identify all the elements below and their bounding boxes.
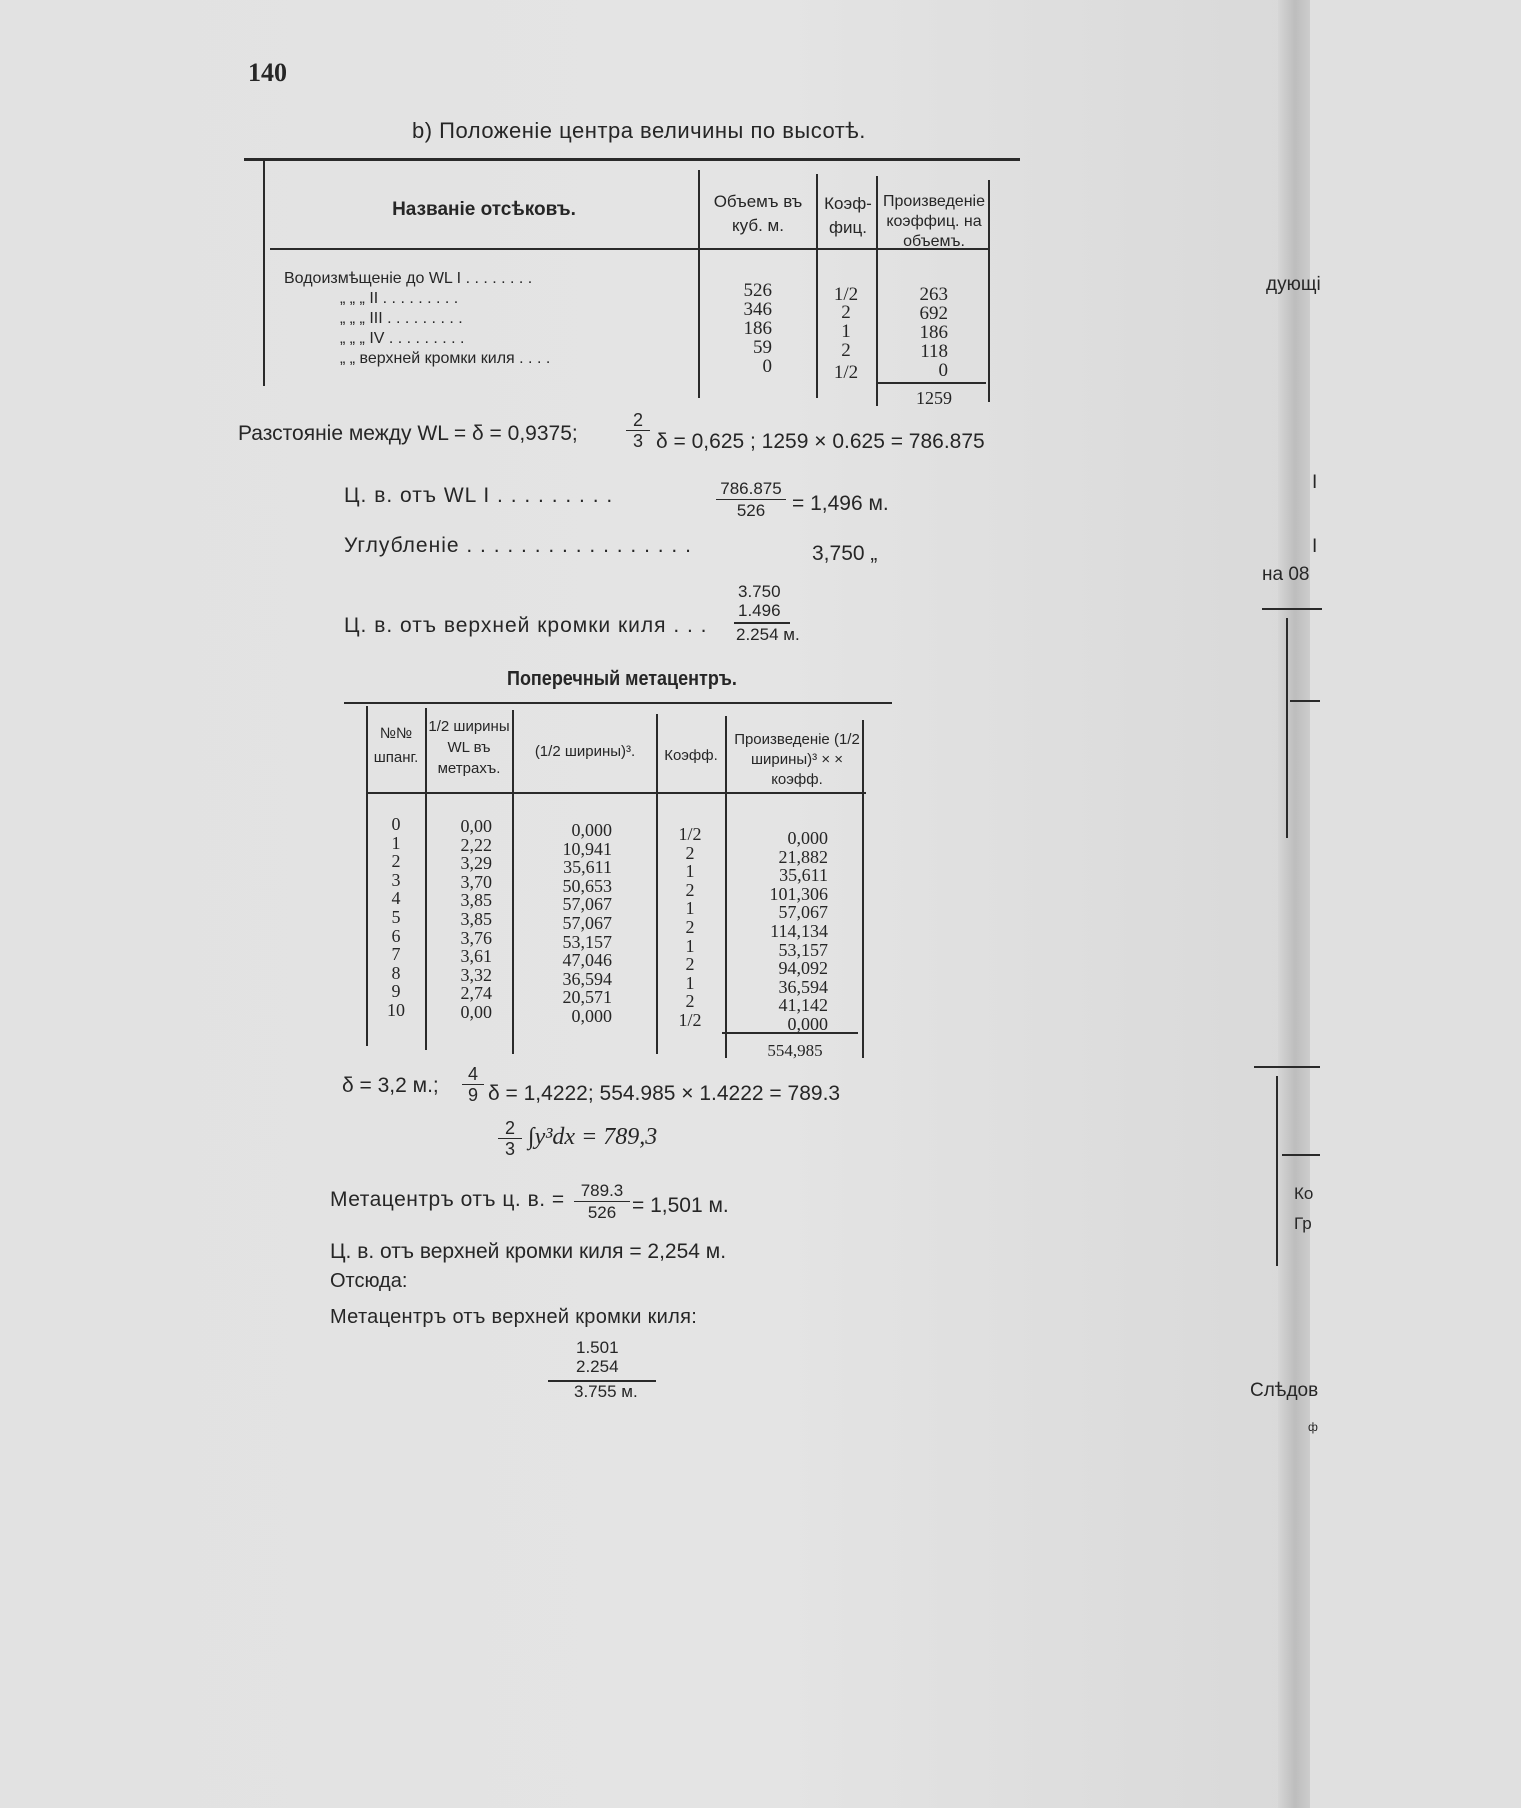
table2-cell-prod: 94,092 <box>778 958 828 979</box>
section-b-heading: b) Положеніе центра величины по высотѣ. <box>412 118 866 143</box>
table2-cell-half: 3,32 <box>460 964 492 985</box>
table2-cell-prod: 36,594 <box>778 976 828 997</box>
table2-cell-cube: 0,000 <box>571 1006 612 1026</box>
metacenter-keel-label: Метацентръ отъ верхней кромки киля: <box>330 1306 698 1328</box>
table2-cell-cube: 36,594 <box>562 968 612 989</box>
table2-cell-coef: 2 <box>685 954 695 975</box>
table2-header-product: Произведеніе (1/2 ширины)³ × × коэфф. <box>734 731 860 788</box>
table2-header-coef: Коэфф. <box>664 747 718 764</box>
table2-cell-half: 0,00 <box>460 1002 492 1022</box>
table2-cell-cube: 0,000 <box>571 820 612 840</box>
table2-cell-cube: 10,941 <box>562 838 612 859</box>
table2-cell-coef: 1 <box>685 972 695 993</box>
table1-total: 1259 <box>916 388 952 408</box>
table2-cell-n: 6 <box>391 925 401 946</box>
table2-cell-n: 7 <box>391 944 401 965</box>
table2-cell-n: 5 <box>391 907 401 927</box>
table2-cell-prod: 41,142 <box>778 995 828 1016</box>
table2-cell-cube: 57,067 <box>562 913 612 933</box>
table2-cell-coef: 1/2 <box>678 824 702 844</box>
table2-cell-cube: 53,157 <box>562 931 612 952</box>
table2-cell-cube: 35,611 <box>563 857 612 878</box>
metacenter-heading: Поперечный метацентръ. <box>507 668 737 690</box>
table2-cell-n: 0 <box>391 814 401 834</box>
table2-cell-half: 0,00 <box>460 816 492 836</box>
table2-header-cube: (1/2 ширины)³. <box>534 743 636 760</box>
table2-cell-prod: 21,882 <box>778 846 828 867</box>
table2-cell-n: 1 <box>391 832 401 853</box>
table2-cell-coef: 2 <box>685 842 695 863</box>
table2-cell-n: 2 <box>391 851 401 872</box>
table2-cell-coef: 1 <box>685 898 695 919</box>
table2-total: 554,985 <box>767 1041 823 1060</box>
table2-cell-cube: 20,571 <box>562 987 612 1008</box>
table2-cell-n: 9 <box>391 981 401 1002</box>
book-gutter <box>1278 0 1312 1808</box>
page-number: 140 <box>248 58 287 87</box>
table2-cell-prod: 0,000 <box>787 828 828 848</box>
table2-cell-cube: 47,046 <box>562 950 612 971</box>
table1-header-product: Произведеніе коэффиц. на объемъ. <box>883 193 985 250</box>
table1-header-name: Названіе отсѣковъ. <box>392 199 576 220</box>
table2-cell-half: 2,74 <box>460 983 492 1004</box>
table1-header-coef: Коэф-фиц. <box>824 194 872 237</box>
table2-cell-prod: 114,134 <box>770 921 828 941</box>
table2-cell-prod: 101,306 <box>769 883 828 904</box>
table2-cell-prod: 35,611 <box>779 865 828 886</box>
table2-cell-coef: 1 <box>685 935 695 956</box>
table2-cell-half: 3,85 <box>460 909 492 929</box>
table2-cell-coef: 2 <box>685 991 695 1012</box>
table2-cell-coef: 2 <box>685 879 695 900</box>
table2-cell-n: 10 <box>387 1000 405 1020</box>
table2-cell-half: 2,22 <box>460 834 492 855</box>
table2-cell-prod: 57,067 <box>778 902 828 923</box>
hence-label: Отсюда: <box>330 1270 408 1292</box>
table2-cell-prod: 53,157 <box>778 939 828 960</box>
table2-cell-n: 3 <box>391 869 401 890</box>
table2-cell-n: 4 <box>391 888 401 909</box>
table2-cell-half: 3,76 <box>460 927 492 948</box>
table2-cell-n: 8 <box>391 962 401 983</box>
table2-cell-half: 3,29 <box>460 853 492 874</box>
table2-cell-half: 3,70 <box>460 871 492 892</box>
table2-cell-cube: 57,067 <box>562 894 612 915</box>
table2-cell-coef: 2 <box>685 917 695 937</box>
table2-cell-coef: 1 <box>685 861 695 882</box>
cv-keel-value: Ц. в. отъ верхней кромки киля = 2,254 м. <box>330 1240 727 1263</box>
table2-cell-coef: 1/2 <box>678 1010 702 1030</box>
table1-header-volume: Объемъ въ куб. м. <box>713 192 803 235</box>
table2-header-halfwidth: 1/2 ширины WL въ метрахъ. <box>428 718 510 777</box>
table2-header-frame: №№ шпанг. <box>373 725 419 766</box>
book-page-right <box>1310 0 1521 1808</box>
table2-cell-half: 3,85 <box>460 890 492 911</box>
table2-cell-half: 3,61 <box>460 946 492 967</box>
table2-cell-prod: 0,000 <box>787 1014 828 1034</box>
table2-cell-cube: 50,653 <box>562 875 612 896</box>
